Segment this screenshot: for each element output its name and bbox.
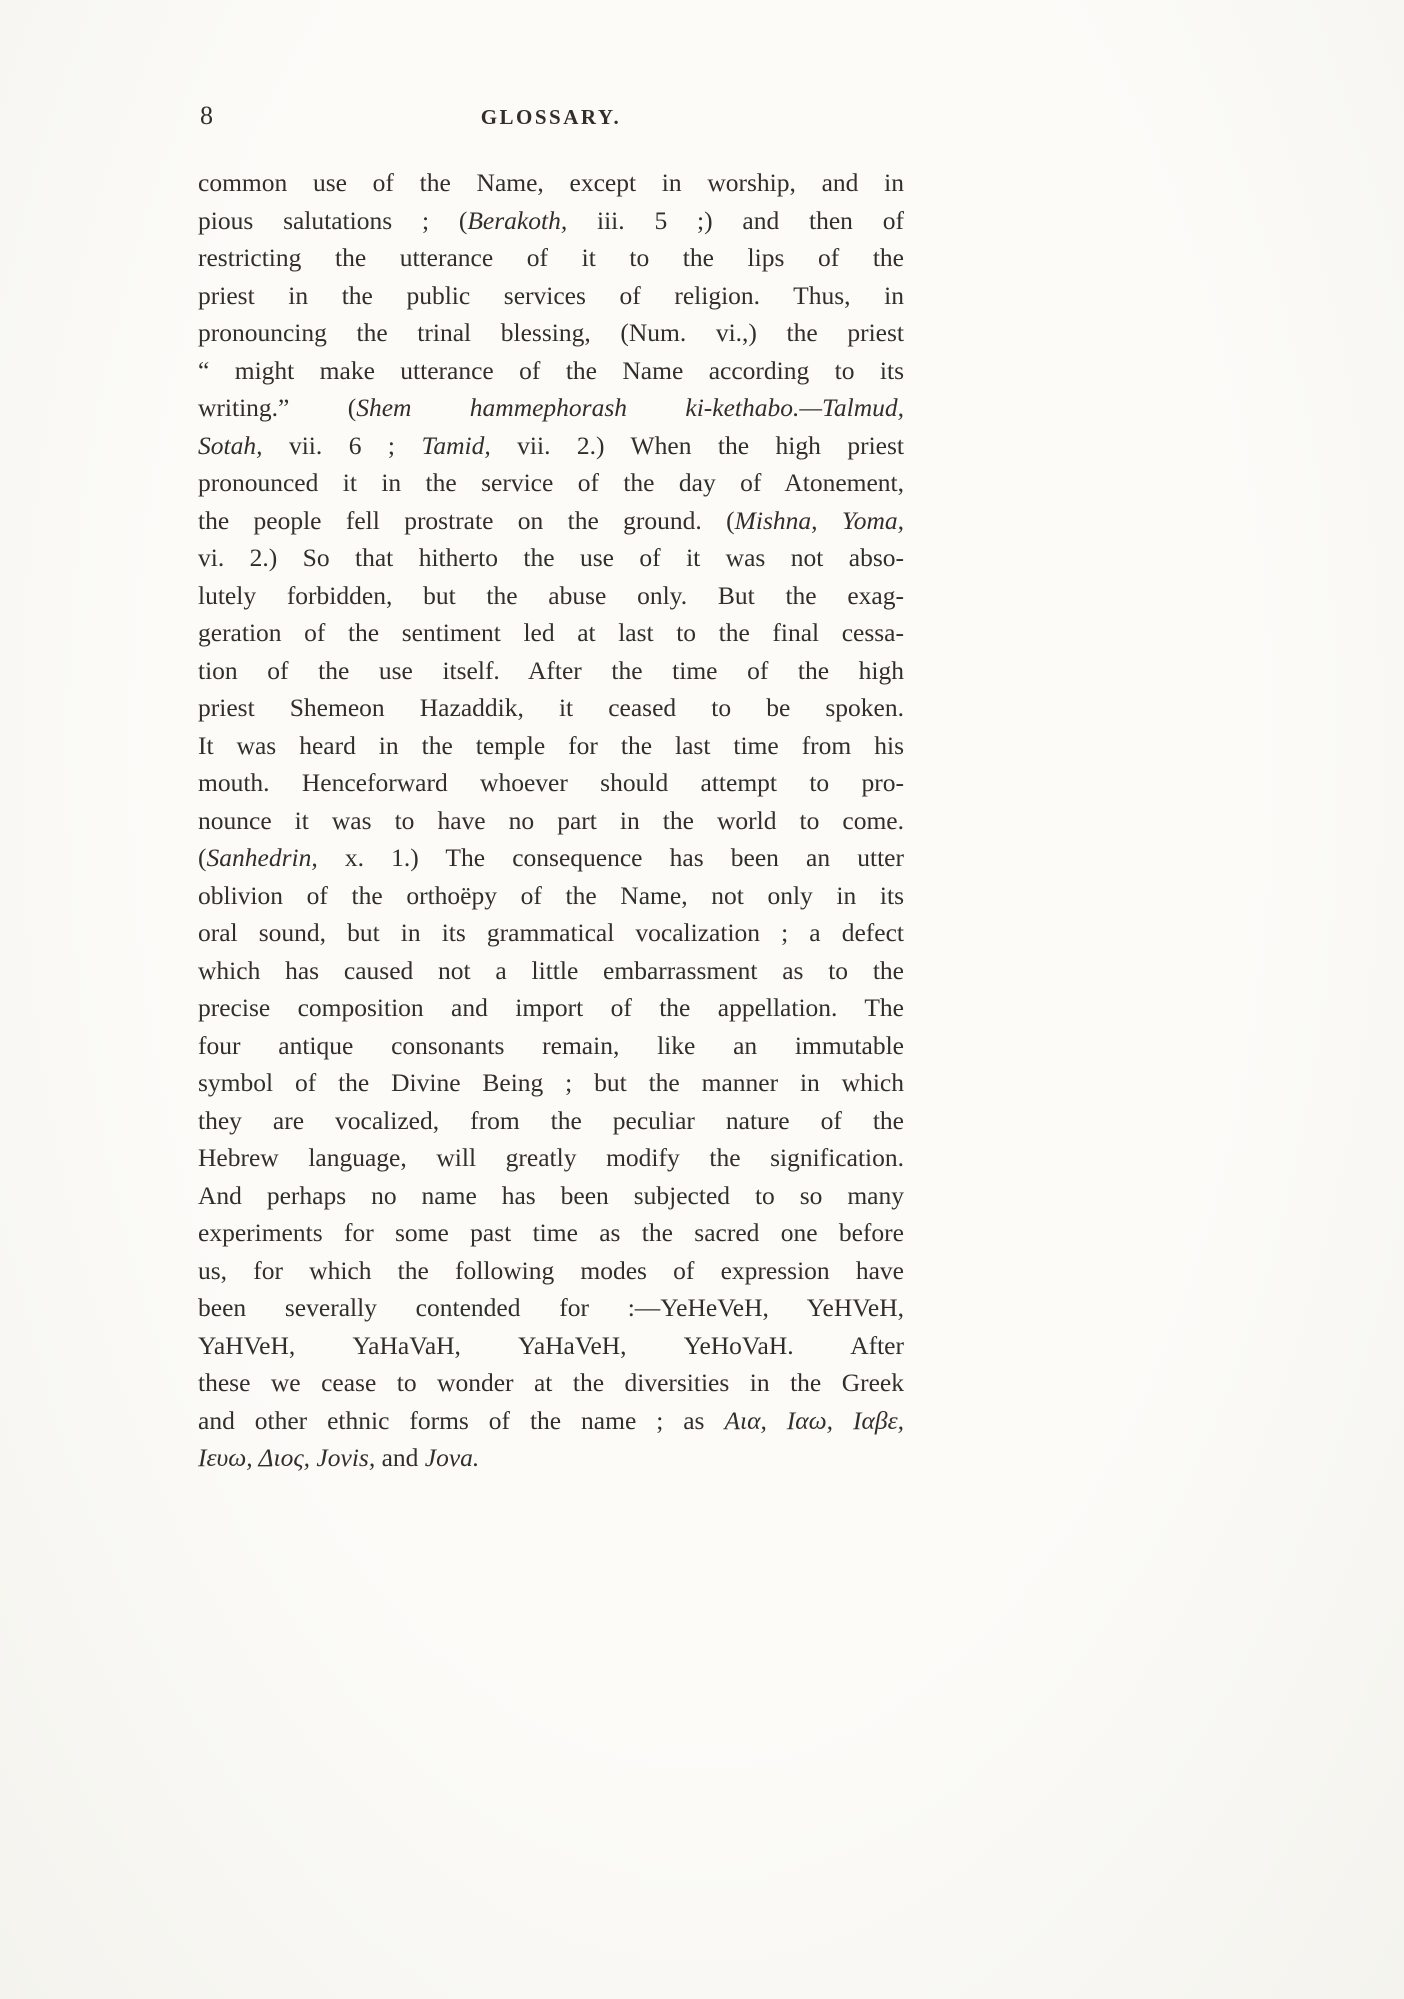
text-line	[198, 1402, 904, 1440]
text-segment: nounce it was to have no part in the world to come.	[198, 805, 904, 835]
italic-text-segment: Ιευω, Διος, Jovis,	[198, 1443, 376, 1472]
text-segment: Hebrew language, will greatly modify the signification.	[198, 1143, 904, 1172]
text-segment: and other ethnic forms of the name ; as	[198, 1405, 725, 1435]
text-segment: the people fell prostrate on the ground. (	[198, 505, 735, 535]
text-line	[198, 277, 904, 315]
text-line	[198, 389, 904, 427]
text-segment: common use of the Name, except in worship, and in	[198, 168, 904, 197]
text-line	[198, 802, 904, 840]
text-line	[198, 202, 904, 240]
text-line	[198, 577, 904, 615]
text-segment: these we cease to wonder at the diversities in the Greek	[198, 1368, 904, 1397]
text-segment: symbol of the Divine Being ; but the manner in which	[198, 1068, 904, 1097]
text-line	[198, 539, 904, 577]
text-segment: iii. 5 ;) and then of	[567, 205, 904, 235]
text-line	[198, 839, 904, 877]
text-segment: vii. 2.) When the high priest	[490, 430, 904, 460]
text-line	[198, 1139, 904, 1177]
text-line	[198, 1289, 904, 1327]
italic-text-segment: Sanhedrin,	[206, 843, 318, 872]
text-segment: vi. 2.) So that hitherto the use of it was not abso-	[198, 543, 904, 572]
text-segment: oblivion of the orthoëpy of the Name, not only in its	[198, 880, 904, 910]
italic-text-segment: Tamid,	[421, 430, 491, 460]
text-segment: And perhaps no name has been subjected to so many	[198, 1180, 904, 1210]
body-text	[198, 164, 904, 1477]
text-line	[198, 239, 904, 277]
running-header: GLOSSARY.	[480, 105, 622, 129]
text-line	[198, 689, 904, 727]
text-segment: priest in the public services of religion. Thus, in	[198, 280, 904, 310]
text-segment: precise composition and import of the appellation. The	[198, 993, 904, 1022]
text-segment: they are vocalized, from the peculiar nature of the	[198, 1105, 904, 1135]
text-line	[198, 1027, 904, 1065]
italic-text-segment: Αια, Ιαω, Ιαβε,	[724, 1405, 904, 1435]
text-segment: mouth. Henceforward whoever should attempt to pro-	[198, 768, 904, 797]
text-line	[198, 1177, 904, 1215]
page-head	[198, 100, 904, 136]
text-segment: oral sound, but in its grammatical vocalization ; a defect	[198, 918, 904, 947]
text-line	[198, 764, 904, 802]
italic-text-segment: Berakoth,	[467, 205, 568, 235]
text-segment: YaHVeH, YaHaVaH, YaHaVeH, YeHoVaH. After	[198, 1330, 904, 1360]
text-segment: writing.” (	[198, 393, 357, 422]
text-line	[198, 1064, 904, 1102]
text-line	[198, 1364, 904, 1402]
page-number: 8	[200, 101, 213, 130]
scanned-page	[198, 100, 904, 1477]
text-segment: (	[198, 843, 207, 872]
text-segment: restricting the utterance of it to the lips of the	[198, 243, 904, 272]
text-segment: four antique consonants remain, like an immutable	[198, 1030, 904, 1060]
text-segment: priest Shemeon Hazaddik, it ceased to be spoken.	[198, 693, 904, 722]
text-segment: It was heard in the temple for the last time from his	[198, 730, 904, 760]
text-line	[198, 164, 904, 202]
text-line	[198, 502, 904, 540]
text-line	[198, 1439, 904, 1477]
text-segment: x. 1.) The consequence has been an utter	[317, 843, 904, 872]
text-line	[198, 652, 904, 690]
text-segment: experiments for some past time as the sacred one before	[198, 1218, 904, 1247]
text-segment: which has caused not a little embarrassment as to the	[198, 955, 904, 985]
text-segment: pious salutations ; (	[198, 205, 468, 235]
text-segment: geration of the sentiment led at last to the final cessa-	[198, 618, 904, 647]
text-segment: been severally contended for :—YeHeVeH, YeHVeH,	[198, 1293, 904, 1322]
text-line	[198, 989, 904, 1027]
text-line	[198, 1214, 904, 1252]
text-line	[198, 1327, 904, 1365]
text-line	[198, 352, 904, 390]
italic-text-segment: Mishna, Yoma,	[734, 505, 904, 535]
italic-text-segment: Shem hammephorash ki-kethabo.—Talmud,	[356, 393, 904, 422]
italic-text-segment: Jova.	[424, 1443, 480, 1472]
text-segment: vii. 6 ;	[262, 430, 422, 460]
text-line	[198, 614, 904, 652]
italic-text-segment: Sotah,	[198, 430, 263, 460]
text-line	[198, 1102, 904, 1140]
text-line	[198, 877, 904, 915]
text-segment: pronounced it in the service of the day of Atonement,	[198, 468, 904, 497]
text-line	[198, 1252, 904, 1290]
text-line	[198, 914, 904, 952]
text-line	[198, 952, 904, 990]
text-segment: “ might make utterance of the Name according to its	[198, 355, 904, 385]
text-segment: tion of the use itself. After the time of the high	[198, 655, 904, 685]
text-line	[198, 727, 904, 765]
text-segment: pronouncing the trinal blessing, (Num. vi.,) the priest	[198, 318, 904, 347]
text-line	[198, 464, 904, 502]
text-line	[198, 427, 904, 465]
text-line	[198, 314, 904, 352]
text-segment: and	[375, 1443, 425, 1472]
text-segment: lutely forbidden, but the abuse only. But the exag-	[198, 580, 904, 610]
text-segment: us, for which the following modes of expression have	[198, 1255, 904, 1285]
